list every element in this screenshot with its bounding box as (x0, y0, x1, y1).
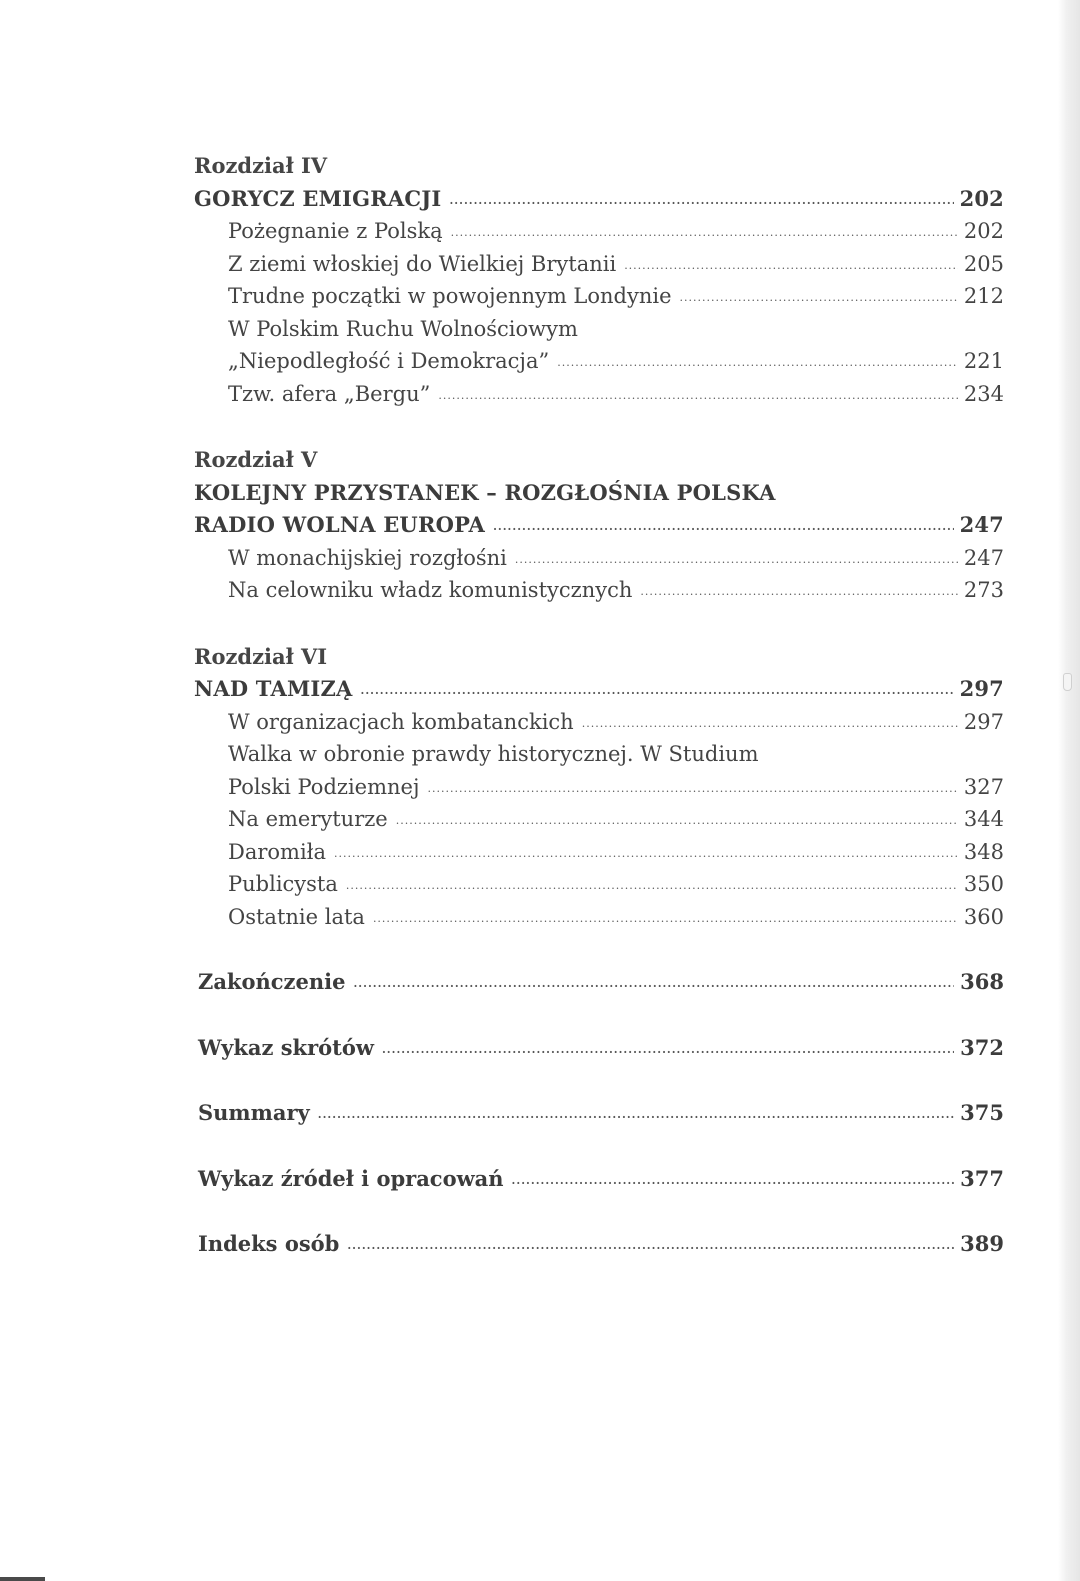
entry-title: Indeks osób (198, 1231, 340, 1256)
dot-leader (346, 870, 958, 903)
page-number: 350 (963, 872, 1004, 896)
chapter-6 (194, 641, 1004, 934)
section-title-first-line: W Polskim Ruchu Wolnościowym (228, 316, 578, 341)
section-title: Pożegnanie z Polską (228, 219, 443, 243)
chapter-title-entry[interactable] (194, 673, 1004, 706)
back-matter (194, 966, 1004, 1261)
dot-leader (640, 576, 958, 609)
section-entry[interactable] (194, 803, 1004, 836)
dot-leader (515, 544, 958, 577)
dot-leader (353, 968, 954, 1001)
page-number: 247 (963, 545, 1004, 570)
back-matter-entry-summary[interactable] (194, 1097, 1004, 1130)
page-number: 202 (959, 185, 1004, 211)
section-title: „Niepodległość i Demokracja” (228, 349, 550, 373)
section-title: Z ziemi włoskiej do Wielkiej Brytanii (228, 251, 617, 276)
table-of-contents (194, 150, 1004, 1261)
chapter-5 (194, 444, 1004, 607)
dot-leader (451, 217, 958, 250)
section-entry[interactable] (194, 378, 1004, 411)
page-number: 273 (963, 578, 1004, 602)
entry-title: Wykaz skrótów (198, 1034, 374, 1060)
scan-corner-mark (0, 1577, 45, 1581)
dot-leader (318, 1099, 954, 1132)
chapter-title: RADIO WOLNA EUROPA (194, 512, 486, 537)
page-number: 372 (960, 1034, 1004, 1060)
section-title: Trudne początki w powojennym Londynie (228, 284, 672, 308)
chapter-title-entry[interactable] (194, 183, 1004, 216)
section-title-first-line: Walka w obronie prawdy historycznej. W Studium (228, 742, 759, 766)
dot-leader (680, 282, 958, 315)
page-number: 202 (963, 219, 1004, 243)
section-entry[interactable] (194, 345, 1004, 378)
scan-artifact (1063, 673, 1072, 691)
page-number: 297 (963, 709, 1004, 734)
chapter-title-entry[interactable] (194, 509, 1004, 542)
dot-leader (624, 250, 958, 283)
section-entry[interactable] (194, 280, 1004, 313)
dot-leader (373, 903, 958, 936)
entry-title: Wykaz źródeł i opracowań (198, 1165, 504, 1191)
section-title: Na celowniku władz komunistycznych (228, 578, 633, 602)
section-entry[interactable] (194, 215, 1004, 248)
section-entry[interactable] (194, 706, 1004, 739)
page-number: 327 (963, 774, 1004, 799)
section-title: Polski Podziemnej (228, 774, 420, 799)
page-number: 348 (963, 839, 1004, 864)
back-matter-entry-sources[interactable] (194, 1163, 1004, 1196)
page-number: 344 (963, 807, 1004, 831)
back-matter-entry-abbreviations[interactable] (194, 1032, 1004, 1065)
section-title: Daromiła (228, 839, 326, 864)
section-entry[interactable] (194, 868, 1004, 901)
section-entry[interactable] (194, 542, 1004, 575)
dot-leader (512, 1165, 955, 1198)
section-title: Tzw. afera „Bergu” (228, 381, 431, 406)
chapter-label: Rozdział V (194, 447, 318, 472)
section-title: W monachijskiej rozgłośni (228, 545, 507, 570)
section-entry[interactable] (194, 771, 1004, 804)
section-entry[interactable] (194, 248, 1004, 281)
page-number: 234 (963, 381, 1004, 406)
page-number: 375 (960, 1100, 1004, 1125)
section-title: Na emeryturze (228, 807, 388, 831)
dot-leader (382, 1034, 954, 1067)
section-entry[interactable] (194, 574, 1004, 607)
dot-leader (360, 675, 953, 708)
page-number: 360 (963, 904, 1004, 929)
dot-leader (557, 347, 958, 380)
dot-leader (438, 380, 958, 413)
page-number: 205 (963, 251, 1004, 276)
page-number: 221 (963, 349, 1004, 373)
dot-leader (582, 708, 958, 741)
dot-leader (334, 838, 958, 871)
chapter-title: NAD TAMIZĄ (194, 676, 353, 701)
entry-title: Summary (198, 1100, 310, 1125)
section-title: Publicysta (228, 872, 338, 896)
page-number: 212 (963, 284, 1004, 308)
dot-leader (396, 805, 958, 838)
section-title: W organizacjach kombatanckich (228, 709, 574, 734)
page-number: 377 (960, 1165, 1004, 1191)
page-number: 389 (960, 1231, 1004, 1256)
chapter-title-first-line: KOLEJNY PRZYSTANEK – ROZGŁOŚNIA POLSKA (194, 479, 776, 505)
back-matter-entry-index[interactable] (194, 1228, 1004, 1261)
back-matter-entry-conclusion[interactable] (194, 966, 1004, 999)
entry-title: Zakończenie (198, 969, 346, 994)
section-entry[interactable] (194, 836, 1004, 869)
dot-leader (449, 185, 953, 218)
chapter-label: Rozdział IV (194, 153, 328, 178)
page-number: 247 (959, 512, 1004, 537)
page-number: 297 (959, 676, 1004, 701)
dot-leader (493, 511, 954, 544)
dot-leader (347, 1230, 954, 1263)
chapter-title: GORYCZ EMIGRACJI (194, 185, 442, 211)
section-entry[interactable] (194, 901, 1004, 934)
page-number: 368 (960, 969, 1004, 994)
chapter-4 (194, 150, 1004, 410)
dot-leader (427, 773, 957, 806)
chapter-label: Rozdział VI (194, 643, 328, 669)
section-title: Ostatnie lata (228, 904, 365, 929)
page-edge-shadow (1058, 0, 1080, 1581)
